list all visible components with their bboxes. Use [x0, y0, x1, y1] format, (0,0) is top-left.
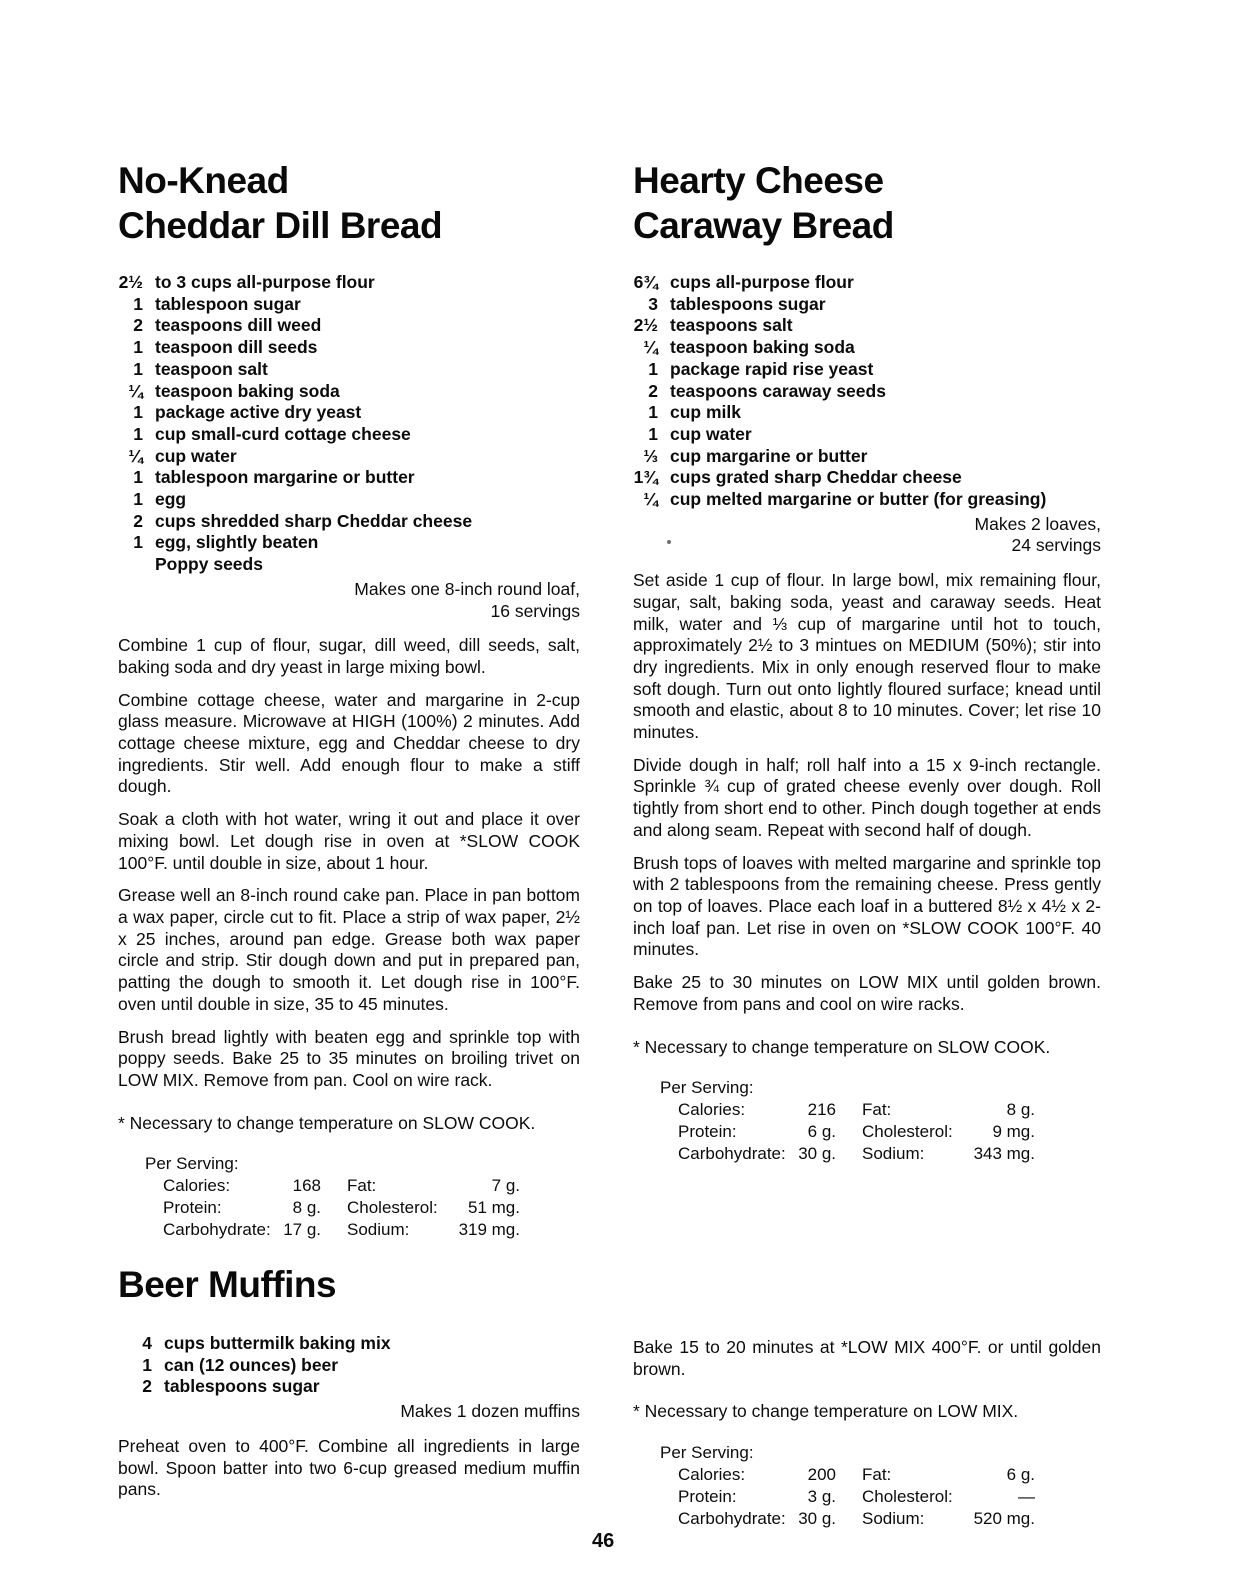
ingredient-text: teaspoons caraway seeds [670, 380, 886, 401]
ingredient-row [118, 294, 580, 316]
ingredient-row [633, 294, 1101, 316]
nutrition-label: Cholesterol: [862, 1122, 953, 1142]
ingredient-qty: 2½ [118, 272, 143, 292]
ingredient-list [633, 272, 1101, 511]
ingredient-text: cups buttermilk baking mix [164, 1333, 391, 1353]
nutrition-row [678, 1099, 1101, 1121]
ingredient-qty: ¼ [128, 445, 143, 466]
nutrition-row [163, 1197, 580, 1219]
ingredient-text: cups all-purpose flour [670, 272, 854, 292]
nutrition-label: Carbohydrate: [678, 1509, 786, 1529]
instruction-paragraph: Soak a cloth with hot water, wring it out and place it over mixing bowl. Let dough rise in oven at *SLOW COOK 100°F. until double in size, about 1 hour. [118, 809, 580, 873]
ingredient-text: cups shredded sharp Cheddar cheese [155, 510, 473, 531]
ingredient-text: package active dry yeast [155, 402, 362, 423]
ingredient-qty: ¼ [643, 489, 658, 510]
nutrition-label: Cholesterol: [862, 1487, 953, 1507]
yield-line: Makes 1 dozen muffins [400, 1401, 580, 1422]
ingredient-qty: 1 [142, 1354, 152, 1375]
nutrition-label: Sodium: [347, 1220, 410, 1240]
ingredient-row [118, 272, 580, 294]
nutrition-row [678, 1121, 1101, 1143]
nutrition-row [163, 1219, 580, 1241]
ingredient-row [633, 337, 1101, 359]
nutrition-label: Protein: [678, 1487, 737, 1507]
instruction-paragraph: Brush tops of loaves with melted margarine and sprinkle top with 2 tablespoons from the remaining cheese. Press gently on top of loaves. Place each loaf in a buttered 8½ x 4½ x 2-inch loaf pan. Let rise in oven on *SLOW COOK 100°F. 40 minutes. [633, 852, 1101, 960]
yield-note [633, 514, 1101, 557]
nutrition-heading: Per Serving: [660, 1443, 754, 1463]
ingredient-row [118, 359, 580, 381]
instruction-paragraph: Preheat oven to 400°F. Combine all ingredients in large bowl. Spoon batter into two 6-cup greased medium muffin pans. [118, 1435, 580, 1500]
nutrition-label: Fat: [862, 1100, 892, 1120]
ingredient-qty: 4 [142, 1333, 152, 1353]
yield-note [118, 1401, 580, 1423]
ingredient-qty: 1 [133, 489, 143, 510]
ingredient-row [118, 489, 580, 511]
scan-artifact-dot [667, 540, 671, 544]
ingredient-text: egg, slightly beaten [155, 532, 319, 553]
ingredient-qty: 3 [648, 293, 658, 314]
ingredient-qty: 1 [648, 358, 658, 379]
nutrition-rows [145, 1175, 580, 1241]
ingredient-text: cups grated sharp Cheddar cheese [670, 467, 962, 488]
nutrition-value: — [1018, 1487, 1035, 1507]
nutrition-value: 319 mg. [458, 1220, 520, 1240]
ingredient-qty: 2 [142, 1376, 152, 1397]
ingredient-row [633, 424, 1101, 446]
ingredient-text: tablespoon sugar [155, 293, 301, 314]
recipe-title [118, 1262, 580, 1307]
ingredient-text: cup melted margarine or butter (for greasing) [670, 489, 1047, 510]
ingredient-row [127, 1376, 580, 1398]
nutrition-label: Sodium: [862, 1509, 925, 1529]
nutrition-rows [660, 1464, 1101, 1530]
ingredient-text: cup small-curd cottage cheese [155, 423, 411, 444]
nutrition-value: 6 g. [807, 1122, 836, 1142]
ingredient-row [633, 489, 1101, 511]
ingredient-row [633, 272, 1101, 294]
nutrition-facts [633, 1442, 1101, 1530]
ingredient-qty: 1¾ [633, 467, 658, 488]
ingredient-qty: 1 [133, 358, 143, 379]
nutrition-value: 30 g. [798, 1509, 836, 1529]
nutrition-label: Protein: [163, 1198, 222, 1218]
ingredient-qty [110, 554, 143, 576]
ingredient-row [118, 511, 580, 533]
instruction-paragraph: Divide dough in half; roll half into a 15 x 9-inch rectangle. Sprinkle ¾ cup of grated cheese evenly over dough. Roll tightly from short end to other. Pinch dough together at ends and along seam. Repeat with second half of dough. [633, 754, 1101, 840]
ingredient-row [633, 467, 1101, 489]
ingredient-text: tablespoons sugar [670, 293, 826, 314]
ingredient-text: cup margarine or butter [670, 445, 868, 466]
instruction-paragraph: Grease well an 8-inch round cake pan. Place in pan bottom a wax paper, circle cut to fit. Place a strip of wax paper, 2½ x 25 inches, around pan edge. Grease both wax paper circle and strip. Stir dough down and put in prepared pan, patting the dough to smooth it. Let dough rise in 100°F. oven until double in size, 35 to 45 minutes. [118, 885, 580, 1014]
ingredient-qty: 1 [648, 402, 658, 423]
ingredient-text: can (12 ounces) beer [164, 1354, 339, 1375]
nutrition-label: Fat: [347, 1176, 377, 1196]
instruction-paragraph: Bake 25 to 30 minutes on LOW MIX until golden brown. Remove from pans and cool on wire racks. [633, 972, 1101, 1014]
ingredient-row [118, 446, 580, 468]
ingredient-qty: 1 [133, 532, 143, 553]
ingredient-qty: 2 [133, 315, 143, 336]
ingredient-qty: 1 [133, 423, 143, 444]
ingredient-row [118, 337, 580, 359]
ingredient-text: teaspoon salt [155, 358, 268, 379]
nutrition-value: 9 mg. [992, 1122, 1035, 1142]
recipe-title [633, 158, 1101, 248]
recipe-hearty-cheese-caraway-bread [633, 158, 1101, 1165]
nutrition-value: 7 g. [491, 1176, 520, 1196]
ingredient-text: cup milk [670, 402, 741, 423]
nutrition-value: 51 mg. [468, 1198, 520, 1218]
instruction-paragraph: Combine 1 cup of flour, sugar, dill weed, dill seeds, salt, baking soda and dry yeast in large mixing bowl. [118, 635, 580, 677]
nutrition-label: Fat: [862, 1465, 892, 1485]
recipe-title [118, 158, 580, 248]
yield-line: 16 servings [490, 600, 580, 621]
nutrition-row [678, 1464, 1101, 1486]
nutrition-label: Calories: [163, 1176, 231, 1196]
nutrition-row [163, 1175, 580, 1197]
nutrition-facts [118, 1153, 580, 1241]
ingredient-text: cup water [155, 445, 237, 466]
instruction-paragraph: Set aside 1 cup of flour. In large bowl, mix remaining flour, sugar, salt, baking soda, yeast and caraway seeds. Heat milk, water and ⅓ cup of margarine until hot to touch, approximately 2½ to 3 mintues on MEDIUM (50%); stir into dry ingredients. Mix in only enough reserved flour to make soft dough. Turn out onto lightly floured surface; knead until smooth and elastic, about 8 to 10 minutes. Cover; let rise 10 minutes. [633, 570, 1101, 743]
temperature-footnote: * Necessary to change temperature on SLOW COOK. [118, 1112, 536, 1133]
recipe-beer-muffins-continued [633, 1337, 1101, 1530]
ingredient-text: teaspoon baking soda [670, 337, 855, 358]
ingredient-qty: 1 [133, 402, 143, 423]
nutrition-row [678, 1486, 1101, 1508]
temperature-footnote: * Necessary to change temperature on SLOW COOK. [633, 1036, 1051, 1057]
nutrition-row [678, 1143, 1101, 1165]
ingredient-text: tablespoons sugar [164, 1376, 320, 1397]
nutrition-value: 6 g. [1006, 1465, 1035, 1485]
nutrition-row [678, 1508, 1101, 1530]
ingredient-text: teaspoons salt [670, 315, 793, 336]
ingredient-qty: 1 [133, 293, 143, 314]
nutrition-label: Calories: [678, 1100, 746, 1120]
ingredient-text: package rapid rise yeast [670, 358, 874, 379]
ingredient-row [633, 446, 1101, 468]
recipe-title-line: Cheddar Dill Bread [118, 205, 443, 246]
ingredient-row [118, 381, 580, 403]
ingredient-text: cup water [670, 423, 752, 444]
ingredient-row [127, 1333, 580, 1355]
nutrition-value: 343 mg. [973, 1144, 1035, 1164]
nutrition-label: Carbohydrate: [163, 1220, 271, 1240]
ingredient-text: tablespoon margarine or butter [155, 467, 415, 488]
instruction-paragraph: Combine cottage cheese, water and margarine in 2-cup glass measure. Microwave at HIGH (100%) 2 minutes. Add cottage cheese mixture, egg and Cheddar cheese to dry ingredients. Stir well. Add enough flour to make a stiff dough. [118, 689, 580, 797]
recipe-title-line: No-Knead [118, 160, 289, 201]
instruction-paragraph: Bake 15 to 20 minutes at *LOW MIX 400°F. or until golden brown. [633, 1337, 1101, 1379]
ingredient-row [127, 1355, 580, 1377]
ingredient-qty: 1 [133, 467, 143, 488]
ingredient-qty: ¼ [643, 337, 658, 358]
ingredient-row [118, 467, 580, 489]
ingredient-text: teaspoons dill weed [155, 315, 322, 336]
ingredient-qty: 2 [648, 380, 658, 401]
nutrition-value: 3 g. [807, 1487, 836, 1507]
yield-line: Makes one 8-inch round loaf, [354, 578, 580, 599]
ingredient-text: to 3 cups all-purpose flour [155, 272, 375, 292]
ingredient-row [118, 402, 580, 424]
ingredient-qty: 1 [133, 337, 143, 358]
nutrition-label: Calories: [678, 1465, 746, 1485]
nutrition-label: Protein: [678, 1122, 737, 1142]
nutrition-rows [660, 1099, 1101, 1165]
nutrition-label: Sodium: [862, 1144, 925, 1164]
ingredient-qty: 1 [648, 423, 658, 444]
ingredient-list [118, 272, 580, 576]
nutrition-heading: Per Serving: [660, 1078, 754, 1098]
recipe-no-knead-cheddar-dill-bread [118, 158, 580, 1241]
ingredient-text: egg [155, 489, 187, 510]
nutrition-value: 8 g. [292, 1198, 321, 1218]
ingredient-row [118, 424, 580, 446]
ingredient-row [118, 532, 580, 554]
nutrition-value: 8 g. [1006, 1100, 1035, 1120]
yield-line: 24 servings [1011, 535, 1101, 556]
page-number: 46 [592, 1530, 615, 1552]
nutrition-label: Carbohydrate: [678, 1144, 786, 1164]
ingredient-qty: ⅓ [643, 445, 658, 466]
ingredient-qty: 6¾ [633, 272, 658, 292]
ingredient-text: Poppy seeds [155, 554, 263, 575]
recipe-title-line: Hearty Cheese [633, 160, 884, 201]
instruction-paragraph: Brush bread lightly with beaten egg and sprinkle top with poppy seeds. Bake 25 to 35 minutes on broiling trivet on LOW MIX. Remove from pan. Cool on wire rack. [118, 1026, 580, 1090]
yield-note [118, 579, 580, 622]
ingredient-text: teaspoon baking soda [155, 380, 340, 401]
yield-line: Makes 2 loaves, [974, 513, 1101, 534]
ingredient-row [118, 315, 580, 337]
ingredient-row [633, 359, 1101, 381]
ingredient-qty: ¼ [128, 380, 143, 401]
nutrition-value: 216 [807, 1100, 836, 1120]
nutrition-value: 200 [807, 1465, 836, 1485]
ingredient-row [633, 315, 1101, 337]
nutrition-value: 17 g. [283, 1220, 321, 1240]
nutrition-facts [633, 1077, 1101, 1165]
ingredient-row [118, 554, 580, 576]
recipe-beer-muffins [118, 1262, 580, 1501]
recipe-title-line: Caraway Bread [633, 205, 894, 246]
nutrition-value: 520 mg. [973, 1509, 1035, 1529]
ingredient-row [633, 381, 1101, 403]
ingredient-list [118, 1333, 580, 1398]
ingredient-row [633, 402, 1101, 424]
ingredient-text: teaspoon dill seeds [155, 337, 318, 358]
nutrition-heading: Per Serving: [145, 1154, 239, 1174]
nutrition-label: Cholesterol: [347, 1198, 438, 1218]
ingredient-qty: 2 [133, 510, 143, 531]
temperature-footnote: * Necessary to change temperature on LOW MIX. [633, 1401, 1019, 1422]
nutrition-value: 168 [292, 1176, 321, 1196]
ingredient-qty: 2½ [633, 315, 658, 336]
nutrition-value: 30 g. [798, 1144, 836, 1164]
recipe-title-line: Beer Muffins [118, 1264, 337, 1305]
